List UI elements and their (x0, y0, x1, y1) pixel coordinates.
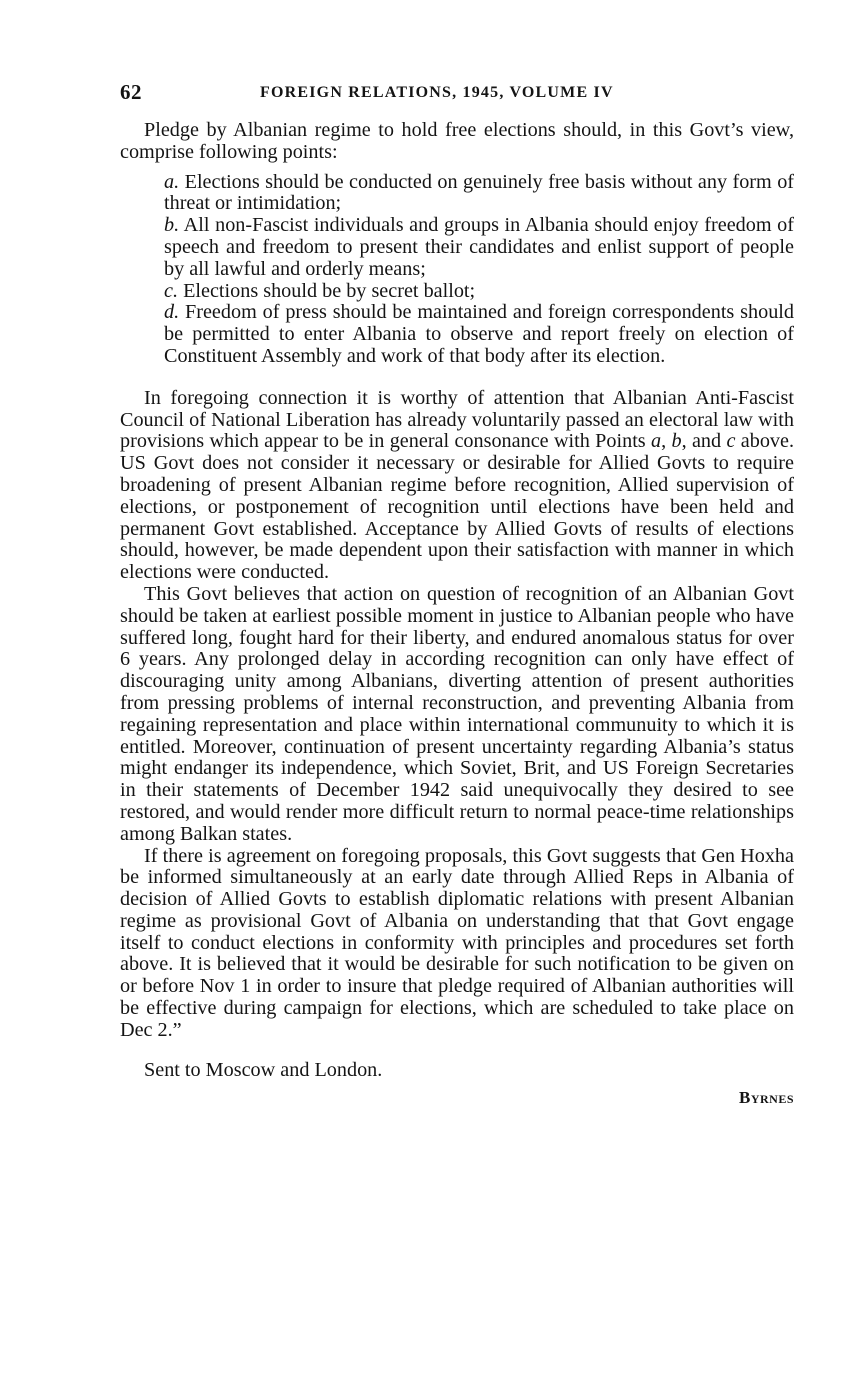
point-letter: d. (164, 301, 180, 324)
point-text: Elections should be conducted on genuinely free basis without any form of threat or intimidation; (164, 170, 795, 215)
point-ref-c: c (726, 430, 736, 453)
sent-line: Sent to Moscow and London. (144, 1058, 383, 1081)
point-d (164, 302, 794, 367)
point-text: All non-Fascist individuals and groups in Albania should enjoy freedom of speech and freedom to present their candidates and enlist support of people by all lawful and orderly means; (164, 214, 795, 280)
point-b (164, 215, 794, 280)
election-points-list (164, 172, 794, 368)
page-number: 62 (120, 80, 142, 104)
running-head: FOREIGN RELATIONS, 1945, VOLUME IV (260, 84, 614, 101)
page-header (120, 80, 795, 106)
para1-lead: In foregoing connection it is worthy of attention that Albanian Anti-Fascist Council of National Liberation has already voluntarily passed an electoral law with provisions which appear to be in general consonance with Points (120, 386, 794, 453)
paragraph-recognition: This Govt believes that action on question of recognition of an Albanian Govt should be taken at earliest possible moment in justice to Albanian people who have suffered long, fought hard for their liberty, and endured anomalous status for over 6 years. Any prolonged delay in according recognition can only have effect of discouraging unity among Albanians, diverting attention of present authorities from pressing problems of internal reconstruction, and preventing Albania from regaining representation and place within international communuity to which it is entitled. Moreover, continuation of present uncertainty regarding Albania’s status might endanger its independence, which Soviet, Brit, and US Foreign Secretaries in their statements of December 1942 said unequivocally they desired to see restored, and would render more difficult return to normal peace-time relationships among Balkan states. (120, 582, 794, 845)
point-letter: c. (164, 279, 179, 302)
point-letter: b. (164, 214, 180, 237)
signature: Byrnes (738, 1088, 794, 1108)
point-letter: a. (164, 170, 180, 193)
point-ref-a: a (651, 430, 662, 453)
para1-rest: above. US Govt does not consider it necessary or desirable for Allied Govts to require broadening of present Albanian regime before recognition, Allied supervision of elections, or postponement of recognition until elections have been held and permanent Govt established. Acceptance by Allied Govts of results of elections should, however, be made dependent upon their satisfaction with manner in which elections were conducted. (120, 430, 795, 584)
point-sep: , and (681, 430, 722, 453)
intro-paragraph: Pledge by Albanian regime to hold free elections should, in this Govt’s view, comprise following points: (120, 119, 794, 163)
document-body (120, 120, 794, 1109)
point-ref-b: b (671, 430, 682, 453)
point-text: Elections should be by secret ballot; (183, 279, 476, 302)
point-a (164, 172, 794, 216)
point-text: Freedom of press should be maintained and foreign correspondents should be permitted to enter Albania to observe and report freely on election of Constituent Assembly and work of that body after its election. (164, 301, 794, 367)
point-c (164, 281, 794, 303)
point-sep: , (661, 430, 667, 453)
paragraph-electoral-law (120, 388, 794, 584)
paragraph-proposal: If there is agreement on foregoing proposals, this Govt suggests that Gen Hoxha be informed simultaneously at an early date through Allied Reps in Albania of decision of Allied Govts to establish diplomatic relations with present Albanian regime as provisional Govt of Albania on understanding that that Govt engage itself to conduct elections in conformity with principles and procedures set forth above. It is believed that it would be desirable for such notification to be given on or before Nov 1 in order to insure that pledge required of Albanian authorities will be effective during campaign for elections, which are scheduled to take place on Dec 2.” (120, 844, 794, 1041)
